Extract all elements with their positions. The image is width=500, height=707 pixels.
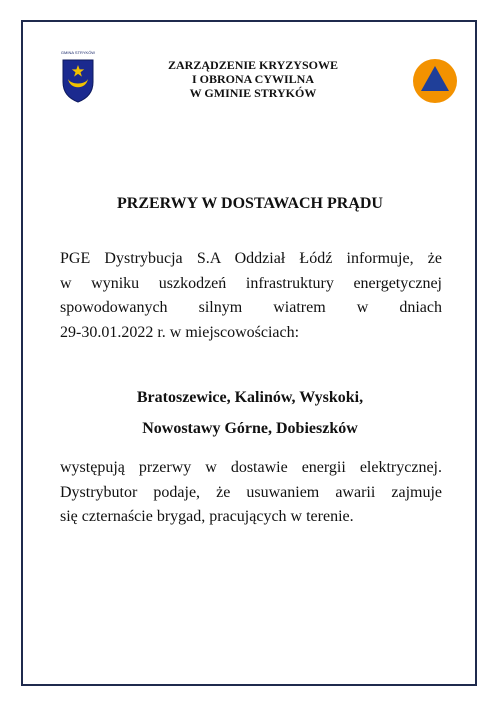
civil-defence-logo-icon: [412, 58, 458, 104]
notice-paragraph-1: [60, 247, 442, 345]
places-line-2: Nowostawy Górne, Dobieszków: [142, 420, 358, 437]
para1-line-2: w wyniku uszkodzeń infrastruktury energetycznej: [60, 274, 442, 292]
coat-of-arms-icon: [60, 52, 96, 104]
para2-line-2: Dystrybutor podaje, że usuwaniem awarii zajmuje: [60, 483, 442, 501]
para1-line-3: spowodowanych silnym wiatrem w dniach: [60, 299, 442, 316]
header-line-1: ZARZĄDZENIE KRYZYSOWE: [168, 58, 338, 72]
places-line-1: Bratoszewice, Kalinów, Wyskoki,: [136, 389, 364, 406]
header-line-2: I OBRONA CYWILNA: [191, 72, 314, 86]
notice-title: PRZERWY W DOSTAWACH PRĄDU: [117, 195, 383, 212]
para2-line-1: występują przerwy w dostawie energii elektrycznej.: [60, 459, 442, 476]
para1-line-1: PGE Dystrybucja S.A Oddział Łódź informuje, że: [60, 250, 442, 267]
page-border: [21, 20, 477, 686]
para2-line-3: się czternaście brygad, pracujących w terenie.: [60, 508, 354, 525]
para1-line-4: 29-30.01.2022 r. w miejscowościach:: [60, 323, 300, 341]
affected-places: [40, 382, 460, 444]
crest-caption: GMINA STRYKÓW: [60, 50, 96, 55]
office-header: [140, 58, 366, 100]
header-line-3: W GMINIE STRYKÓW: [189, 86, 317, 100]
notice-paragraph-2: [60, 456, 442, 530]
